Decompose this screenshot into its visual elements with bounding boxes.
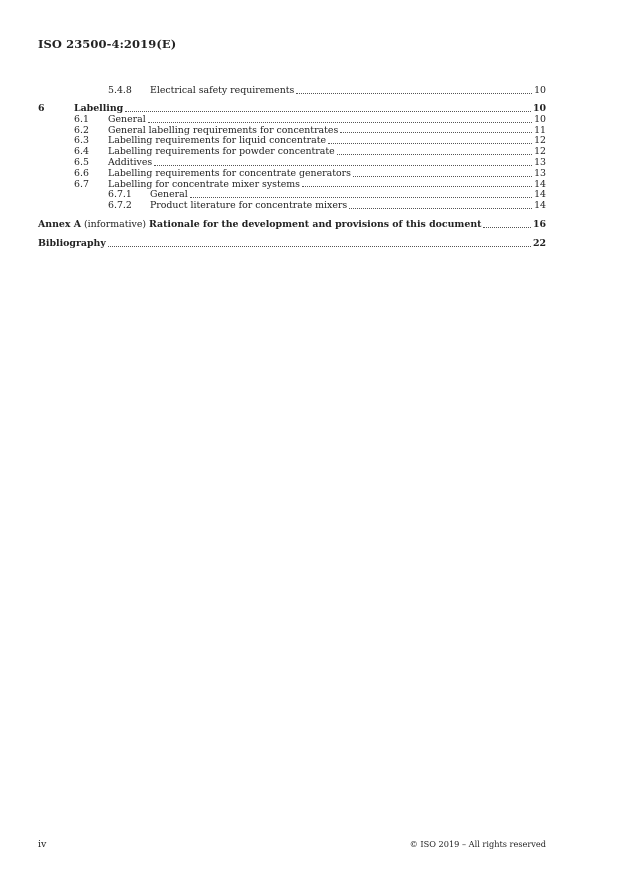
toc-entry-title: Labelling requirements for concentrate generators <box>108 167 351 179</box>
toc-entry-number: 6 <box>38 102 45 114</box>
dot-leader <box>296 92 532 94</box>
toc-entry-page: 14 <box>534 200 546 212</box>
page-number: iv <box>38 839 47 850</box>
toc-entry-page: 13 <box>534 156 546 168</box>
dot-leader <box>328 142 532 144</box>
document-header: ISO 23500-4:2019(E) <box>38 37 177 51</box>
toc-entry-number: 6.6 <box>74 167 89 179</box>
toc-entry-annex-a[interactable] <box>38 218 546 231</box>
toc-entry-page: 14 <box>534 178 546 190</box>
dot-leader <box>148 121 532 123</box>
toc-entry-6-7-2[interactable] <box>38 201 546 212</box>
annex-qualifier: (informative) <box>83 218 147 230</box>
toc-entry-title: Bibliography <box>38 237 106 249</box>
toc-entry-title: Labelling requirements for powder concentrate <box>108 146 335 158</box>
toc-entry-page: 12 <box>534 135 546 147</box>
toc-entry-title: General labelling requirements for concentrates <box>108 124 339 136</box>
toc-entry-title: Labelling <box>74 102 124 114</box>
toc-entry-number: 6.1 <box>74 113 89 125</box>
annex-title-group <box>38 218 482 231</box>
copyright-notice: © ISO 2019 – All rights reserved <box>409 839 546 849</box>
toc-entry-5-4-8[interactable] <box>38 86 546 97</box>
toc-entry-title: Labelling requirements for liquid concentrate <box>108 135 327 147</box>
dot-leader <box>190 196 532 198</box>
dot-leader <box>125 110 531 112</box>
toc-entry-title: Labelling for concentrate mixer systems <box>108 178 300 190</box>
dot-leader <box>349 207 532 209</box>
toc-entry-title: Electrical safety requirements <box>150 85 295 96</box>
dot-leader <box>108 245 531 247</box>
toc-entry-title: Product literature for concentrate mixers <box>150 200 348 212</box>
toc-entry-6-1[interactable] <box>38 115 546 126</box>
toc-entry-title: General <box>108 113 146 125</box>
toc-entry-page: 16 <box>532 218 546 230</box>
toc-entry-page: 13 <box>534 167 546 179</box>
dot-leader <box>483 226 530 228</box>
toc-entry-page: 22 <box>532 237 546 249</box>
toc-entry-page: 14 <box>534 189 546 201</box>
toc-entry-page: 10 <box>532 102 546 114</box>
toc-entry-title: General <box>150 189 188 201</box>
dot-leader <box>154 164 532 166</box>
toc-entry-number: 6.2 <box>74 124 89 136</box>
toc-entry-number: 6.7.1 <box>108 189 132 201</box>
toc-entry-number: 6.5 <box>74 156 89 168</box>
dot-leader <box>337 153 532 155</box>
toc-entry-number: 6.7 <box>74 178 89 190</box>
table-of-contents <box>38 86 546 250</box>
annex-label: Annex A <box>38 218 81 230</box>
toc-entry-page: 12 <box>534 146 546 158</box>
dot-leader <box>353 175 532 177</box>
toc-entry-number: 6.7.2 <box>108 200 132 212</box>
toc-entry-page: 10 <box>534 113 546 125</box>
toc-entry-number: 6.3 <box>74 135 89 147</box>
toc-entry-number: 6.4 <box>74 146 89 158</box>
toc-entry-page: 11 <box>534 124 546 136</box>
toc-entry-page: 10 <box>534 85 546 96</box>
annex-title: Rationale for the development and provisions of this document <box>149 218 482 230</box>
toc-entry-number: 5.4.8 <box>108 85 132 96</box>
toc-entry-bibliography[interactable] <box>38 237 546 250</box>
toc-entry-title: Additives <box>108 156 153 168</box>
toc-entry-6[interactable] <box>38 102 546 115</box>
toc-entry-6-6[interactable] <box>38 169 546 180</box>
dot-leader <box>302 185 532 187</box>
dot-leader <box>340 131 532 133</box>
